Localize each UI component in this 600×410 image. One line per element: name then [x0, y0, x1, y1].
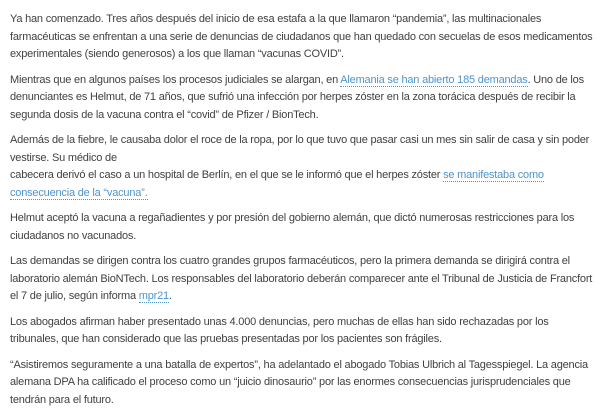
text-run: Además de la fiebre, le causaba dolor el roce de la ropa, por lo que tuvo que pasar casi un mes sin salir de casa y sin poder vestirse. Su médico de: [10, 134, 590, 164]
paragraph-6: [10, 314, 593, 349]
link-consecuencia-vacuna[interactable]: se manifestaba como consecuencia de la “vacuna”.: [10, 169, 544, 199]
paragraph-2: [10, 72, 593, 125]
link-mpr21[interactable]: mpr21: [138, 290, 169, 302]
paragraph-4: [10, 210, 593, 245]
paragraph-3: [10, 132, 593, 202]
article-body: [10, 11, 593, 409]
text-run: Los abogados afirman haber presentado unas 4.000 denuncias, pero muchas de ellas han sido rechazadas por los tribunales, que han considerado que las pruebas presentadas por los pacientes son frágiles.: [10, 315, 549, 345]
paragraph-5: [10, 253, 593, 306]
paragraph-7: [10, 357, 593, 410]
text-run: Mientras que en algunos países los procesos judiciales se alargan, en: [10, 73, 341, 86]
text-run: “Asistiremos seguramente a una batalla de expertos”, ha adelantado el abogado Tobias Ulbrich al Tagesspiegel. La agencia alemana DPA ha calificado el proceso como un “juicio dinosaurio” por las enormes consecuencias jurisprudenciales que tendrán para el futuro.: [10, 358, 588, 406]
text-run: Helmut aceptó la vacuna a regañadientes y por presión del gobierno alemán, que dictó numerosas restricciones para los ciudadanos no vacunados.: [10, 212, 575, 242]
link-alemania-185-demandas[interactable]: Alemania se han abierto 185 demandas: [340, 73, 528, 86]
text-run: cabecera derivó el caso a un hospital de Berlín, en el que se le informó que el herpes zóster: [10, 169, 444, 181]
paragraph-1: [10, 11, 593, 64]
text-run: Ya han comenzado. Tres años después del inicio de esa estafa a la que llamaron “pandemia”, las multinacionales farmacéuticas se enfrentan a una serie de denuncias de ciudadanos que han quedado con secuelas de esos medicamentos experimentales (siendo generosos) a los que llaman “vacunas COVID”.: [10, 13, 593, 60]
text-run: . Uno de los denunciantes es Helmut, de 71 años, que sufrió una infección por herpes zóster en la zona torácica después de recibir la segunda dosis de la vacuna contra el “covid” de Pfizer / BionTech.: [10, 73, 584, 121]
text-run: Las demandas se dirigen contra los cuatro grandes grupos farmacéuticos, pero la primera demanda se dirigirá contra el laboratorio alemán BioNTech. Los responsables del laboratorio deberán comparecer ante el Tribunal de Justicia de Francfort el 7 de julio, según informa: [10, 255, 593, 302]
text-run: .: [168, 290, 172, 302]
